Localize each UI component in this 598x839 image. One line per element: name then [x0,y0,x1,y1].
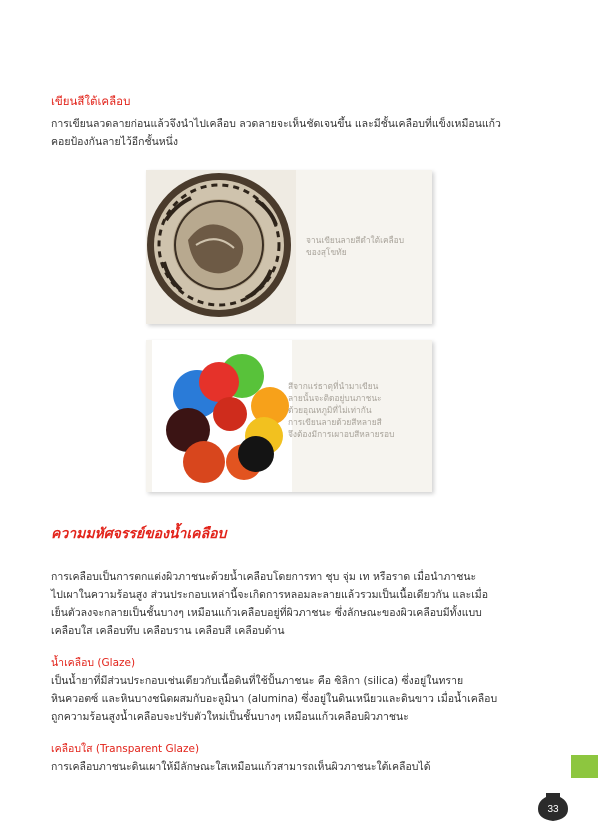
plate-caption [306,234,404,258]
plate-image [146,170,296,324]
section-heading-underglaze: เขียนสีใต้เคลือบ [51,94,131,108]
chapter-tab [571,755,598,778]
caption-line: การเขียนลายด้วยสีหลายสี [288,417,382,427]
subheading-transparent-glaze: เคลือบใส (Transparent Glaze) [51,743,200,755]
paragraph-line: การเคลือบเป็นการตกแต่งผิวภาชนะด้วยน้ำเคลือบโดยการทา ชุบ จุ่ม เท หรือราด เมื่อนำภาชนะ [51,571,477,583]
caption-line: จานเขียนลายสีดำใต้เคลือบ [306,235,405,245]
paragraph-line: การเขียนลวดลายก่อนแล้วจึงนำไปเคลือบ ลวดลายจะเห็นชัดเจนขึ้น และมีชั้นเคลือบที่แข็งเหมือนแก้ว [51,118,501,130]
pigments-image [152,340,292,492]
pottery-vase-icon [536,791,570,823]
caption-line: ของสุโขทัย [306,247,347,257]
subheading-glaze: น้ำเคลือบ (Glaze) [51,657,136,669]
caption-line: สีจากแร่ธาตุที่นำมาเขียน [288,381,379,391]
glaze-wonder-paragraph [51,568,546,640]
paragraph-line: เป็นน้ำยาที่มีส่วนประกอบเช่นเดียวกับเนื้อดินที่ใช้ปั้นภาชนะ คือ ซิลิกา (silica) ซึ่งอยู่ในทราย [51,675,464,687]
figure-pigments-box [146,340,432,492]
caption-line: ด้วยอุณหภูมิที่ไม่เท่ากัน [288,405,372,415]
paragraph-line: ถูกความร้อนสูงน้ำเคลือบจะปรับตัวใหม่เป็นชั้นบางๆ เหมือนแก้วเคลือบผิวภาชนะ [51,711,409,723]
paragraph-line: เย็นตัวลงจะกลายเป็นชั้นบางๆ เหมือนแก้วเคลือบอยู่ที่ผิวภาชนะ ซึ่งลักษณะของผิวเคลือบมีทั้งแบบ [51,607,482,619]
section-heading-glaze-wonder: ความมหัศจรรย์ของน้ำเคลือบ [51,526,227,542]
paragraph-line: เคลือบใส เคลือบทึบ เคลือบราน เคลือบสี เคลือบด้าน [51,625,285,637]
transparent-glaze-paragraph [51,758,546,776]
caption-line: ลายนั้นจะติดอยู่บนภาชนะ [288,393,382,403]
underglaze-paragraph [51,115,546,151]
paragraph-line: การเคลือบภาชนะดินเผาให้มีลักษณะใสเหมือนแก้วสามารถเห็นผิวภาชนะใต้เคลือบได้ [51,761,431,773]
pigments-caption [288,380,394,440]
page-number: 33 [547,804,559,815]
paragraph-line: ไปเผาในความร้อนสูง ส่วนประกอบเหล่านี้จะเกิดการหลอมละลายแล้วรวมเป็นเนื้อเดียวกัน และเมื่อ [51,589,489,601]
paragraph-line: หินควอตซ์ และหินบางชนิดผสมกับอะลูมินา (alumina) ซึ่งอยู่ในดินเหนียวและดินขาว เมื่อน้ำเคลือบ [51,693,498,705]
glaze-paragraph [51,672,546,726]
paragraph-line: คอยป้องกันลายไว้อีกชั้นหนึ่ง [51,136,178,148]
caption-line: จึงต้องมีการเผาอบสีหลายรอบ [288,429,395,439]
figure-plate-box [146,170,432,324]
